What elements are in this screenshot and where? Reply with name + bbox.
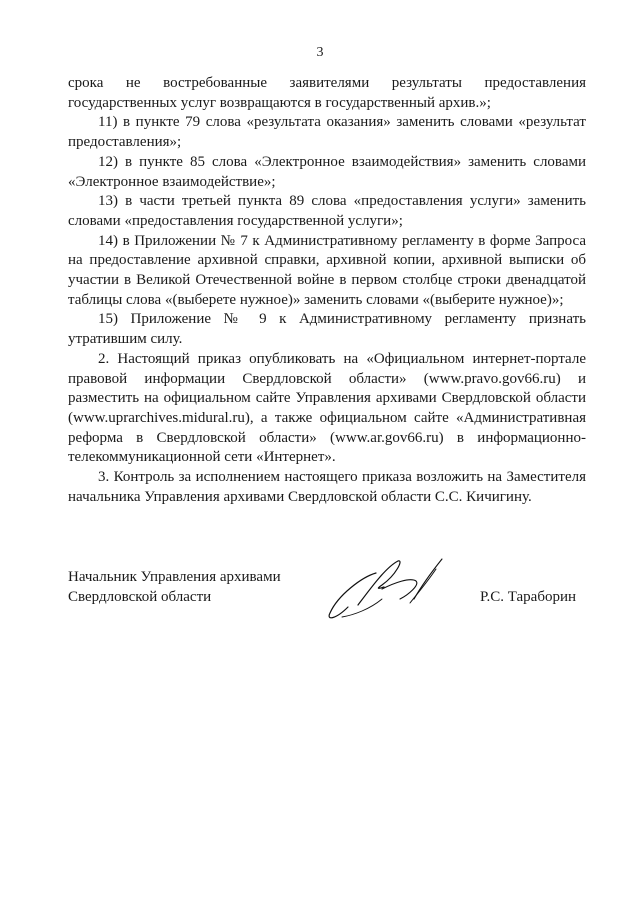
handwritten-signature bbox=[318, 555, 468, 627]
signatory-name: Р.С. Тараборин bbox=[480, 588, 577, 605]
signatory-title-line-2: Свердловской области bbox=[68, 588, 212, 605]
page-number: 3 bbox=[316, 45, 324, 60]
paragraph-publication: 2. Настоящий приказ опубликовать на «Официальном интернет-портале правовой информации Свердловской области» (www.pravo.gov66.ru) и разместить на официальном сайте Управления архивами Свердловской области (www.uprarchives.midural.ru), а также официальном сайте «Административная реформа в Свердловской области» (www.ar.gov66.ru) в информационно-телекоммуникационной сети «Интернет». bbox=[68, 350, 586, 466]
paragraph-item-11: 11) в пункте 79 слова «результата оказания» заменить словами «результат предоставления»; bbox=[68, 114, 586, 151]
paragraph-continuation: срока не востребованные заявителями результаты предоставления государственных услуг возвращаются в государственный архив.»; bbox=[68, 75, 586, 111]
paragraph-item-15: 15) Приложение № 9 к Административному регламенту признать утратившим силу. bbox=[68, 311, 586, 348]
signatory-title-line-1: Начальник Управления архивами bbox=[68, 569, 281, 585]
paragraph-item-12: 12) в пункте 85 слова «Электронное взаимодействия» заменить словами «Электронное взаимодействие»; bbox=[68, 153, 586, 190]
document-body bbox=[68, 74, 586, 507]
paragraph-item-13: 13) в части третьей пункта 89 слова «предоставления услуги» заменить словами «предоставления государственной услуги»; bbox=[68, 193, 586, 229]
paragraph-control: 3. Контроль за исполнением настоящего приказа возложить на Заместителя начальника Управления архивами Свердловской области С.С. Кичигину. bbox=[68, 469, 586, 505]
paragraph-item-14: 14) в Приложении № 7 к Административному регламенту в форме Запроса на предоставление архивной справки, архивной копии, архивной выписки об участии в Великой Отечественной войне в первом столбце строки двенадцатой таблицы слова «(выберете нужное)» заменить словами «(выберите нужное)»; bbox=[68, 232, 586, 308]
